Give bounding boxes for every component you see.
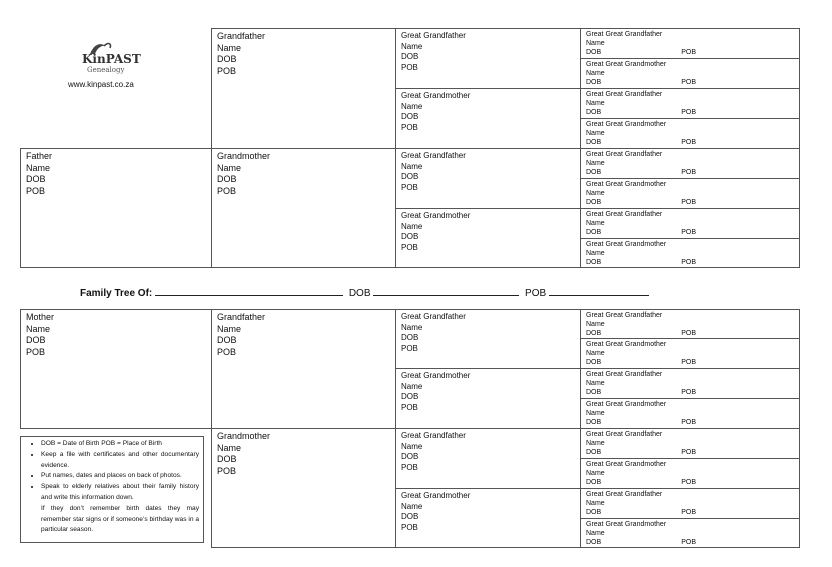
name-label: Name [401, 501, 423, 511]
pob-label: POB [401, 462, 418, 472]
father-heading: Father [26, 151, 53, 161]
dob-label: DOB [401, 112, 419, 121]
pob-label: POB [401, 343, 418, 353]
name-label: Name [217, 323, 242, 334]
gg-grandmother-heading: Great Great Grandmother [586, 401, 667, 408]
father-cell [20, 148, 212, 268]
name-label: Name [586, 350, 605, 357]
dob-label: DOB [26, 174, 46, 184]
gg-grandfather-cell [580, 148, 800, 179]
name-label: Name [26, 323, 51, 334]
name-label: Name [401, 41, 423, 51]
name-label: Name [401, 322, 423, 332]
dob-label: DOB [586, 229, 602, 236]
pob-label: POB [681, 229, 696, 236]
dob-label: DOB [586, 169, 602, 176]
family-tree-of-label: Family Tree Of: [80, 288, 153, 299]
gg-grandfather-cell [580, 28, 800, 59]
mother-cell [20, 309, 212, 429]
dob-label: DOB [586, 259, 602, 266]
pob-label: POB [681, 449, 696, 456]
great-grandmother-cell [395, 368, 581, 429]
pob-label: POB [401, 242, 418, 252]
gg-grandfather-cell [580, 428, 800, 459]
tips-legend [20, 436, 204, 543]
gg-grandmother-cell [580, 58, 800, 89]
name-label: Name [586, 40, 605, 47]
gg-grandfather-heading: Great Great Grandfather [586, 91, 663, 98]
gg-grandmother-heading: Great Great Grandmother [586, 121, 667, 128]
great-grandfather-heading: Great Grandfather [401, 312, 466, 321]
pob-label: POB [217, 185, 237, 196]
gg-grandmother-heading: Great Great Grandmother [586, 61, 667, 68]
dob-label: DOB [586, 449, 602, 456]
pob-label: POB [681, 49, 696, 56]
dob-label: DOB [586, 199, 602, 206]
dob-label: DOB [401, 512, 419, 521]
pob-label: POB [681, 169, 696, 176]
paternal-grandmother-cell [211, 148, 396, 268]
pob-label: POB [681, 139, 696, 146]
great-grandmother-cell [395, 208, 581, 268]
name-label: Name [586, 220, 605, 227]
gg-grandmother-cell [580, 518, 800, 548]
subject-name-line[interactable] [155, 286, 343, 296]
great-grandfather-heading: Great Grandfather [401, 31, 466, 40]
logo-brand: KinPAST [82, 52, 141, 66]
dob-label: DOB [586, 139, 602, 146]
name-label: Name [26, 162, 51, 173]
name-label: Name [586, 190, 605, 197]
dob-label: DOB [401, 172, 419, 181]
logo-url: www.kinpast.co.za [68, 80, 134, 89]
pob-label: POB [681, 259, 696, 266]
name-label: Name [401, 441, 423, 451]
grandfather-heading: Grandfather [217, 312, 266, 322]
pob-label: POB [401, 182, 418, 192]
great-grandmother-heading: Great Grandmother [401, 211, 471, 220]
legend-item: • Keep a file with certificates and other documentary evidence. [41, 450, 199, 472]
gg-grandfather-cell [580, 88, 800, 119]
name-label: Name [586, 470, 605, 477]
pob-label: POB [26, 346, 46, 357]
dob-label: DOB [217, 454, 237, 464]
dob-label: DOB [586, 419, 602, 426]
maternal-grandmother-cell [211, 428, 396, 548]
mother-heading: Mother [26, 312, 55, 322]
gg-grandmother-heading: Great Great Grandmother [586, 521, 667, 528]
dob-label: DOB [217, 174, 237, 184]
gg-grandfather-cell [580, 368, 800, 399]
great-grandmother-cell [395, 488, 581, 548]
pob-label: POB [217, 346, 237, 357]
dob-label: DOB [401, 232, 419, 241]
name-label: Name [401, 221, 423, 231]
pob-label: POB [681, 539, 696, 546]
pob-label: POB [681, 509, 696, 516]
pob-label: POB [401, 522, 418, 532]
gg-grandfather-heading: Great Great Grandfather [586, 211, 663, 218]
legend-item: • Put names, dates and places on back of photos. [41, 471, 199, 482]
pob-label: POB [681, 359, 696, 366]
gg-grandmother-heading: Great Great Grandmother [586, 241, 667, 248]
great-grandfather-cell [395, 148, 581, 209]
dob-label: DOB [586, 509, 602, 516]
pob-label: POB [681, 109, 696, 116]
dob-label: DOB [26, 335, 46, 345]
gg-grandmother-cell [580, 398, 800, 429]
pob-label: POB [217, 65, 237, 76]
name-label: Name [217, 42, 242, 53]
grandmother-heading: Grandmother [217, 151, 271, 161]
dob-label: DOB [586, 330, 602, 337]
logo [60, 40, 141, 74]
pob-label: POB [681, 479, 696, 486]
gg-grandfather-heading: Great Great Grandfather [586, 31, 663, 38]
name-label: Name [586, 530, 605, 537]
gg-grandfather-heading: Great Great Grandfather [586, 151, 663, 158]
gg-grandfather-heading: Great Great Grandfather [586, 431, 663, 438]
gg-grandmother-cell [580, 458, 800, 489]
maternal-grandfather-cell [211, 309, 396, 429]
great-grandfather-heading: Great Grandfather [401, 431, 466, 440]
pob-label: POB [217, 465, 237, 476]
dob-label: DOB [586, 109, 602, 116]
dob-label: DOB [586, 79, 602, 86]
name-label: Name [586, 380, 605, 387]
dob-label: DOB [586, 389, 602, 396]
dob-label: DOB [217, 54, 237, 64]
gg-grandmother-cell [580, 238, 800, 268]
pob-label: POB [681, 79, 696, 86]
pob-label: POB [401, 402, 418, 412]
subject-pob-line[interactable] [549, 286, 649, 296]
pob-label: POB [681, 330, 696, 337]
gg-grandfather-heading: Great Great Grandfather [586, 371, 663, 378]
legend-note: If they don’t remember birth dates they may remember star signs or if someone’s birthday was in a particular season. [41, 504, 199, 534]
name-label: Name [586, 440, 605, 447]
gg-grandmother-heading: Great Great Grandmother [586, 461, 667, 468]
name-label: Name [586, 500, 605, 507]
pob-label: POB [401, 122, 418, 132]
gg-grandfather-heading: Great Great Grandfather [586, 491, 663, 498]
great-grandmother-heading: Great Grandmother [401, 491, 471, 500]
great-grandmother-heading: Great Grandmother [401, 371, 471, 380]
gg-grandmother-cell [580, 338, 800, 369]
dob-label: DOB [586, 49, 602, 56]
dob-label: DOB [586, 359, 602, 366]
pob-label: POB [681, 419, 696, 426]
great-grandfather-cell [395, 28, 581, 89]
dob-label: DOB [401, 52, 419, 61]
dob-label: DOB [401, 452, 419, 461]
grandmother-heading: Grandmother [217, 431, 271, 441]
name-label: Name [586, 321, 605, 328]
name-label: Name [217, 162, 242, 173]
great-grandmother-heading: Great Grandmother [401, 91, 471, 100]
name-label: Name [586, 160, 605, 167]
subject-dob-line[interactable] [373, 286, 519, 296]
great-grandfather-heading: Great Grandfather [401, 151, 466, 160]
gg-grandfather-cell [580, 488, 800, 519]
name-label: Name [586, 70, 605, 77]
gg-grandmother-cell [580, 118, 800, 149]
dob-label: DOB [401, 333, 419, 342]
name-label: Name [401, 161, 423, 171]
gg-grandmother-cell [580, 178, 800, 209]
name-label: Name [401, 381, 423, 391]
pob-label: POB [681, 199, 696, 206]
great-grandmother-cell [395, 88, 581, 149]
family-tree-title-row [80, 286, 649, 299]
grandfather-heading: Grandfather [217, 31, 266, 41]
logo-tagline: Genealogy [87, 66, 125, 74]
gg-grandmother-heading: Great Great Grandmother [586, 181, 667, 188]
gg-grandfather-heading: Great Great Grandfather [586, 312, 663, 319]
legend-item: • DOB = Date of Birth POB = Place of Birth [41, 439, 199, 450]
gg-grandfather-cell [580, 309, 800, 339]
name-label: Name [401, 101, 423, 111]
dob-label: DOB [401, 392, 419, 401]
gg-grandmother-heading: Great Great Grandmother [586, 341, 667, 348]
dob-label: DOB [586, 539, 602, 546]
pob-label: POB [401, 62, 418, 72]
dob-label: DOB [217, 335, 237, 345]
pob-label: POB [26, 185, 46, 196]
paternal-grandfather-cell [211, 28, 396, 149]
subject-pob-label: POB [525, 288, 547, 299]
name-label: Name [586, 130, 605, 137]
dob-label: DOB [586, 479, 602, 486]
great-grandfather-cell [395, 428, 581, 489]
name-label: Name [586, 250, 605, 257]
subject-dob-label: DOB [348, 288, 371, 299]
pob-label: POB [681, 389, 696, 396]
name-label: Name [586, 100, 605, 107]
legend-item: • Speak to elderly relatives about their family history and write this information down. [41, 482, 199, 504]
name-label: Name [586, 410, 605, 417]
great-grandfather-cell [395, 309, 581, 369]
name-label: Name [217, 442, 242, 453]
gg-grandfather-cell [580, 208, 800, 239]
